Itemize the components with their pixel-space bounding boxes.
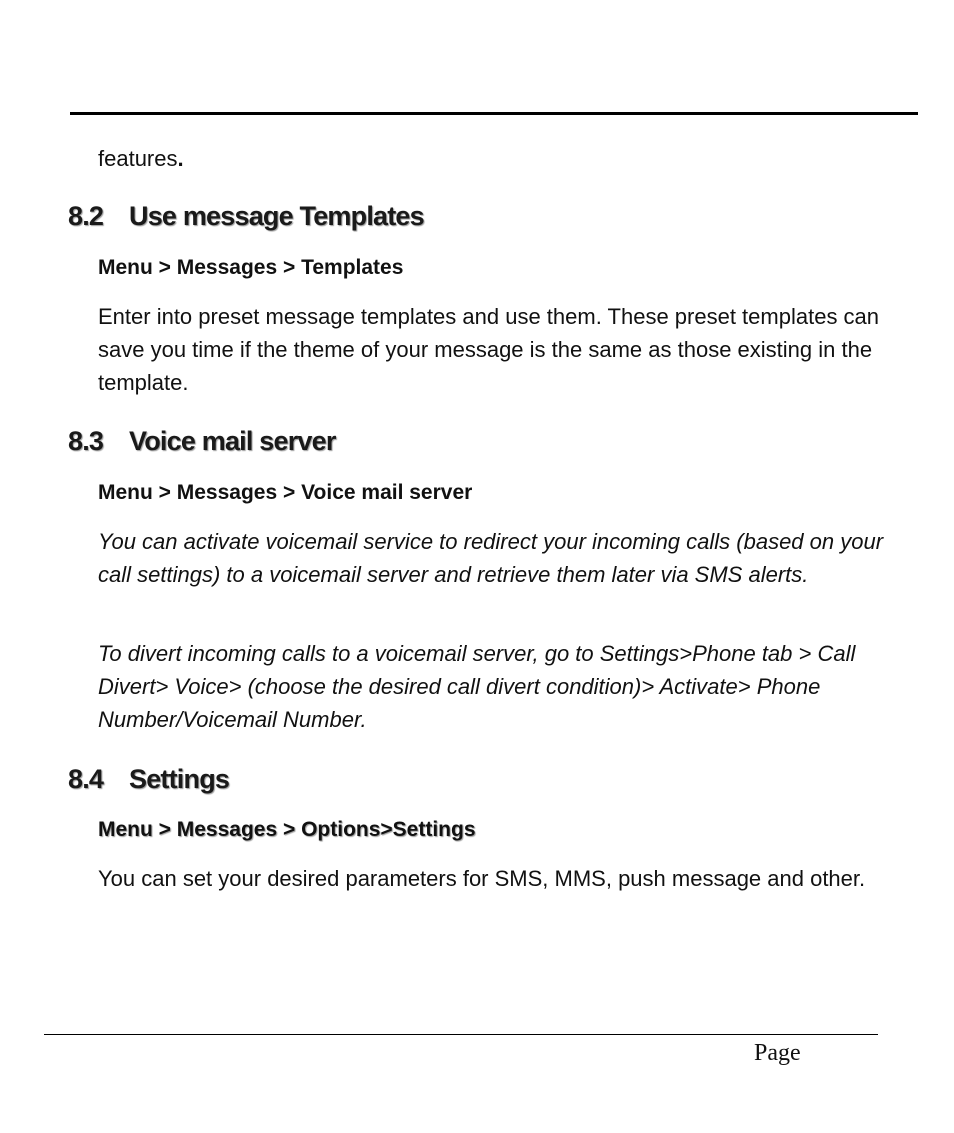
section-number: 8.4 bbox=[68, 764, 104, 794]
section-title: Settings bbox=[129, 764, 230, 794]
section-number: 8.3 bbox=[68, 426, 104, 456]
section-number: 8.2 bbox=[68, 201, 104, 231]
continuation-text: features. bbox=[98, 146, 184, 171]
section-title: Use message Templates bbox=[129, 201, 424, 231]
menu-path-templates: Menu > Messages > Templates bbox=[98, 256, 404, 279]
menu-path-voice-mail: Menu > Messages > Voice mail server bbox=[98, 481, 473, 504]
section-title: Voice mail server bbox=[129, 426, 336, 456]
templates-description: Enter into preset message templates and use them. These preset templates can save you time if the theme of your message is the same as those existing in the template. bbox=[98, 304, 880, 395]
menu-path-settings: Menu > Messages > Options>Settings bbox=[98, 818, 476, 841]
section-heading-8-4 bbox=[68, 764, 229, 795]
settings-description: You can set your desired parameters for SMS, MMS, push message and other. bbox=[98, 866, 866, 891]
page-label: Page bbox=[754, 1040, 801, 1066]
header-rule bbox=[70, 112, 918, 115]
footer-rule bbox=[44, 1034, 878, 1035]
section-heading-8-3 bbox=[68, 426, 336, 457]
section-heading-8-2 bbox=[68, 201, 424, 232]
voicemail-description: You can activate voicemail service to redirect your incoming calls (based on your call settings) to a voicemail server and retrieve them later via SMS alerts. bbox=[98, 529, 884, 587]
voicemail-divert-instructions: To divert incoming calls to a voicemail server, go to Settings>Phone tab > Call Divert> Voice> (choose the desired call divert condition)> Activate> Phone Number/Voicemail Number. bbox=[98, 641, 856, 732]
